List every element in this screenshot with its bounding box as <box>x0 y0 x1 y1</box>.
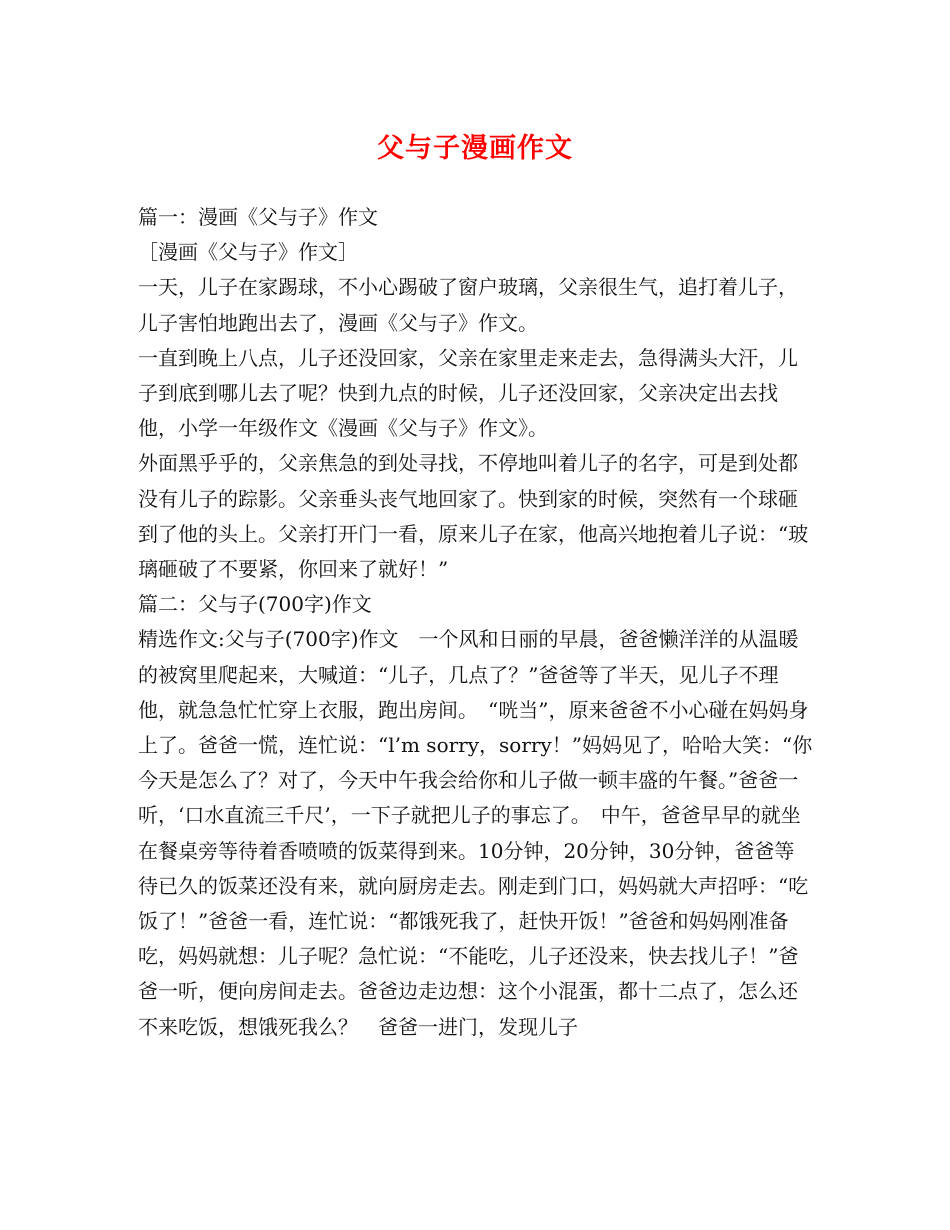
document-title: 父与子漫画作文 <box>377 133 573 164</box>
paragraph-2: 一直到晚上八点，儿子还没回家，父亲在家里走来走去，急得满头大汗，儿子到底到哪儿去了呢？快到九点的时候，儿子还没回家，父亲决定出去找他，小学一年级作文《漫画《父与子》作文》。 <box>138 345 798 441</box>
paragraph-3: 外面黑乎乎的，父亲焦急的到处寻找，不停地叫着儿子的名字，可是到处都没有儿子的踪影。父亲垂头丧气地回家了。快到家的时候，突然有一个球砸到了他的头上。父亲打开门一看，原来儿子在家，他高兴地抱着儿子说：“玻璃砸破了不要紧，你回来了就好！” <box>138 451 809 582</box>
section-heading-1: 篇一：漫画《父与子》作文 <box>138 205 378 229</box>
paragraph-1: 一天，儿子在家踢球，不小心踢破了窗户玻璃，父亲很生气，追打着儿子，儿子害怕地跑出去了，漫画《父与子》作文。 <box>138 275 798 335</box>
section-heading-2: 篇二：父与子(700字)作文 <box>138 592 372 617</box>
paragraph-4: 精选作文:父与子(700字)作文 一个风和日丽的早晨，爸爸懒洋洋的从温暖的被窝里爬起来，大喊道：“儿子，几点了？”爸爸等了半天，见儿子不理他，就急急忙忙穿上衣服，跑出房间。 “咣当”，原来爸爸不小心碰在妈妈身上了。爸爸一慌，连忙说：“l’m sorry，sorry！”妈妈见了，哈哈大笑：“你今天是怎么了？对了，今天中午我会给你和儿子做一顿丰盛的午餐。”爸爸一听，‘口水直流三千尺’，一下子就把儿子的事忘了。 中午，爸爸早早的就坐在餐桌旁等待着香喷喷的饭菜得到来。10分钟，20分钟，30分钟，爸爸等待已久的饭菜还没有来，就向厨房走去。刚走到门口，妈妈就大声招呼：“吃饭了！”爸爸一看，连忙说：“都饿死我了，赶快开饭！”爸爸和妈妈刚准备吃，妈妈就想：儿子呢？急忙说：“不能吃，儿子还没来，快去找儿子！”爸爸一听，便向房间走去。爸爸边走边想：这个小混蛋，都十二点了，怎么还不来吃饭，想饿死我么？ 爸爸一进门，发现儿子 <box>138 627 813 1039</box>
section-subheading-1: ［漫画《父与子》作文］ <box>138 240 358 265</box>
document-body <box>138 200 813 1045</box>
